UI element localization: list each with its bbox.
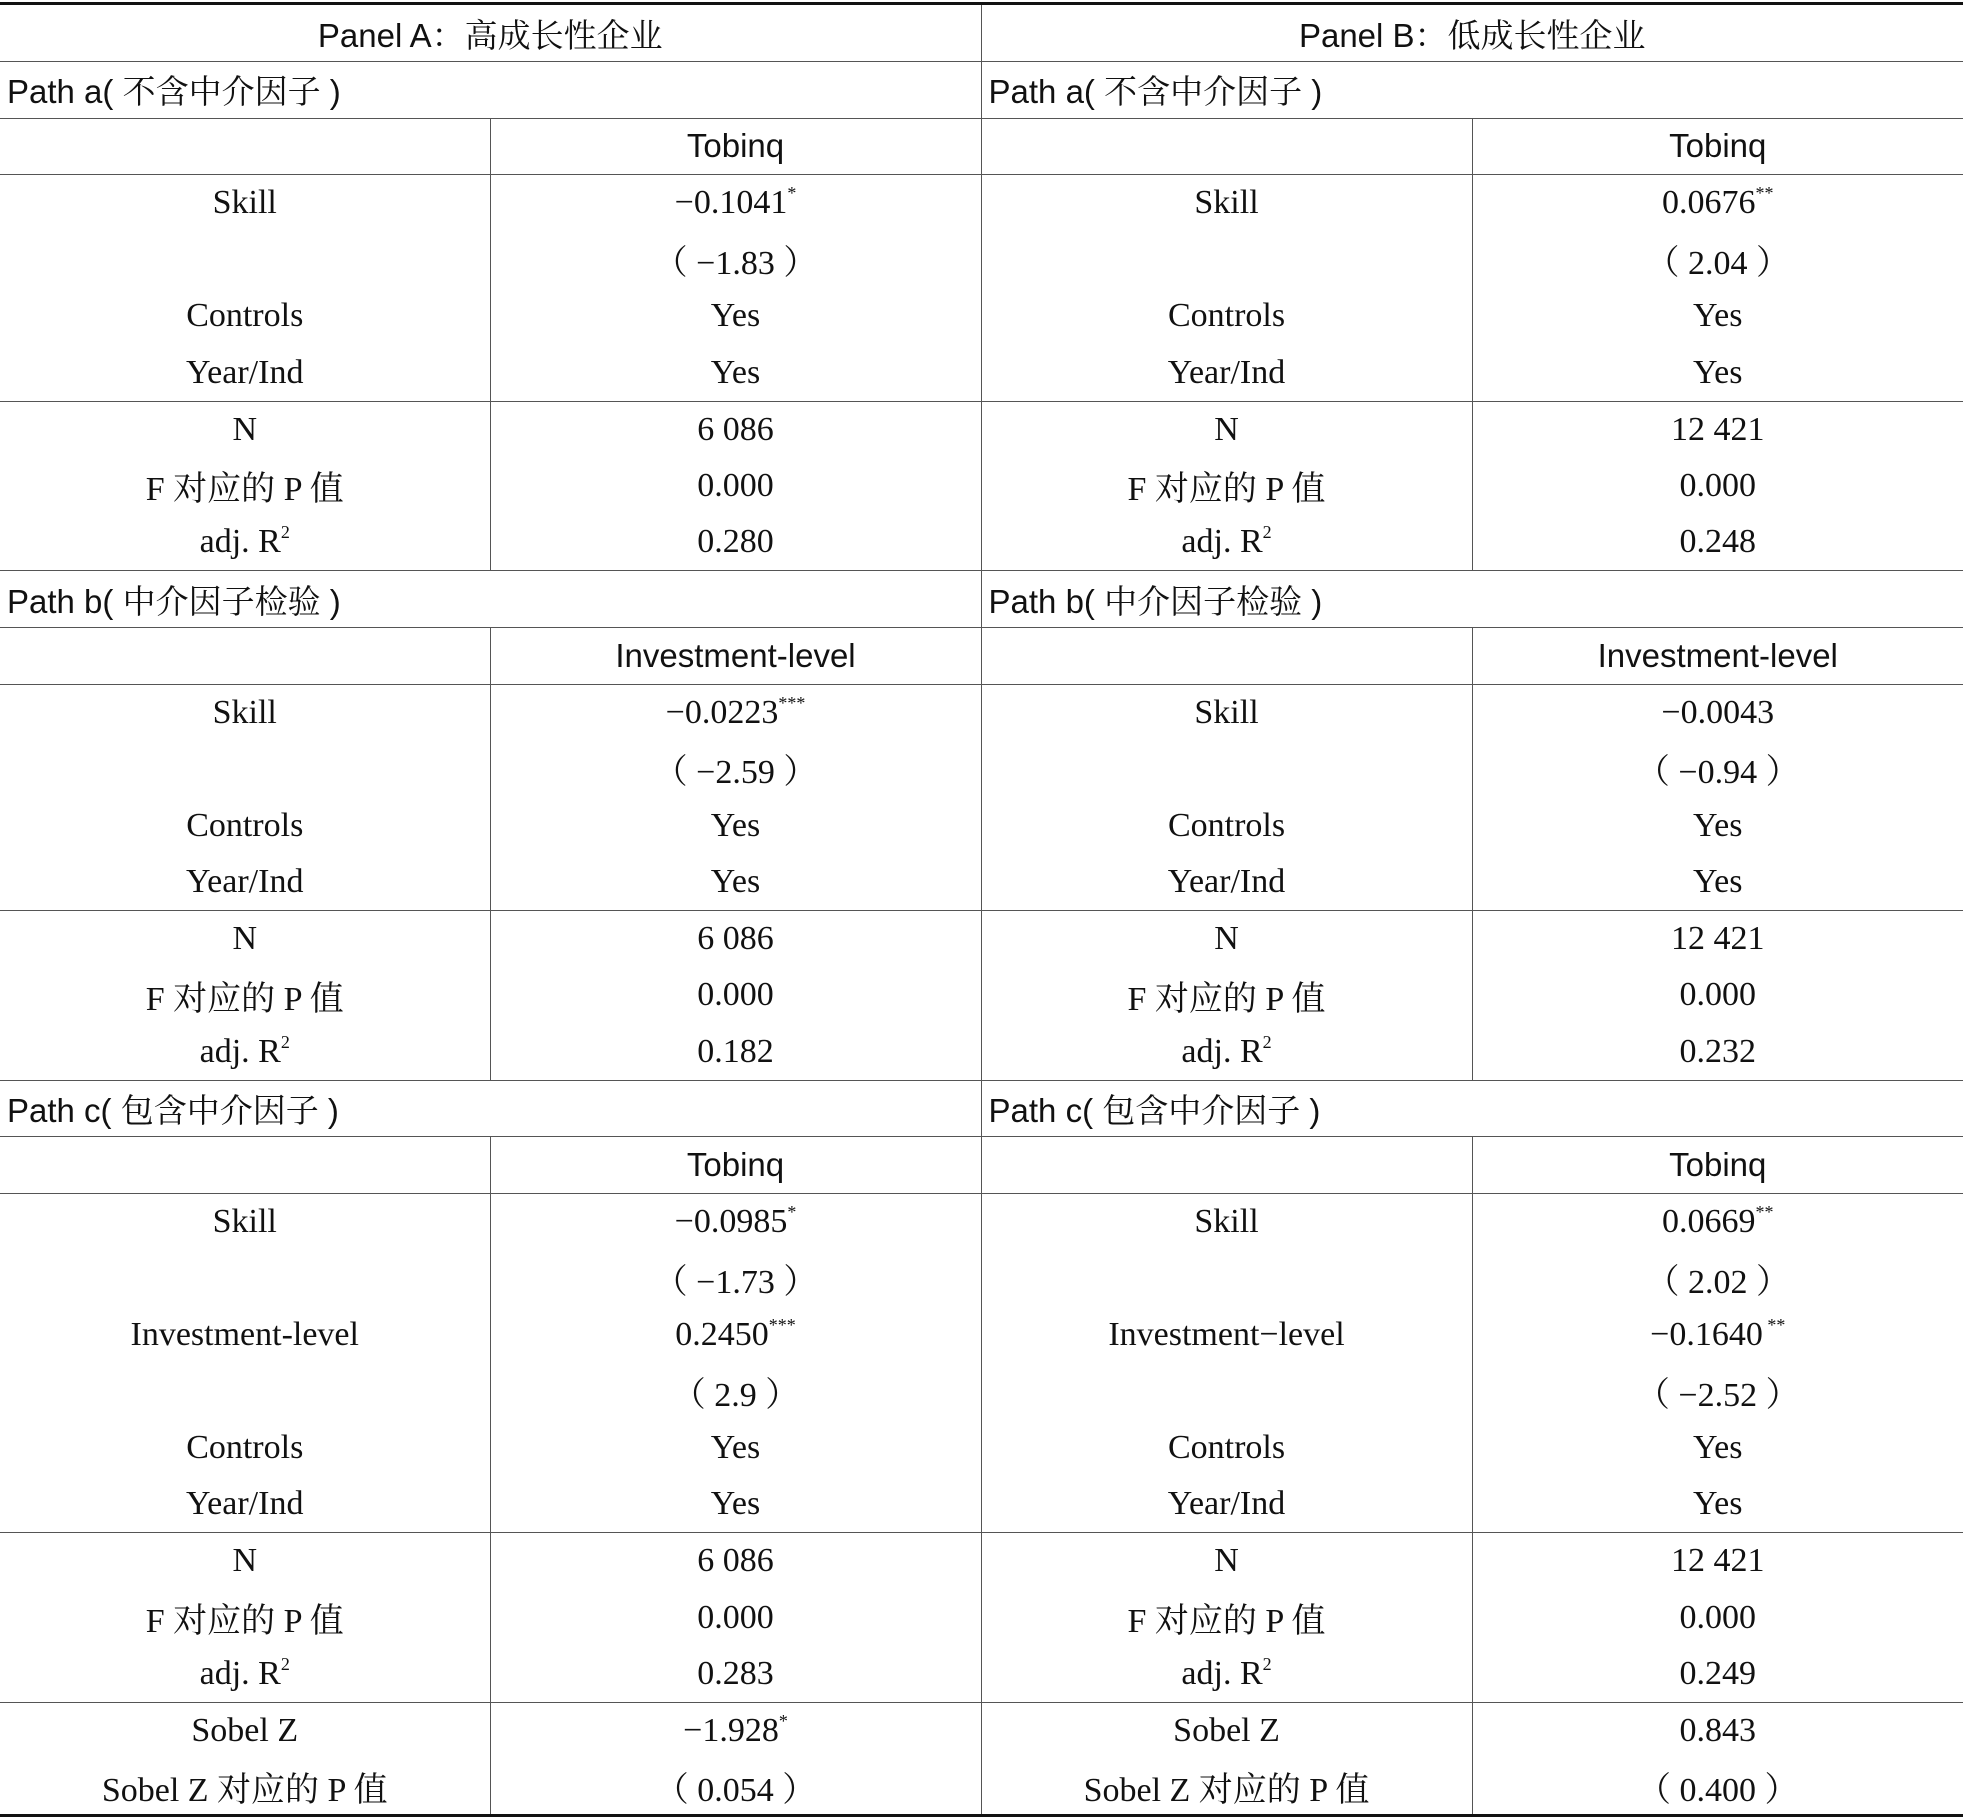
path-c-row <box>0 1080 1963 1137</box>
panel-a-path-c-adj-r2: 0.283 <box>490 1646 981 1703</box>
panel-a-path-b-controls: Yes <box>490 797 981 854</box>
row-label-sobel-z: Sobel Z <box>0 1703 490 1760</box>
panel-a-path-a-f-p: 0.000 <box>490 458 981 515</box>
row-label-n: N <box>0 401 490 458</box>
panel-a-path-a-n: 6 086 <box>490 401 981 458</box>
row-label-year-ind: Year/Ind <box>981 344 1472 401</box>
panel-b-path-b-adj-r2: 0.232 <box>1679 1032 1757 1070</box>
empty-cell <box>0 1363 490 1420</box>
empty-cell <box>981 118 1472 175</box>
table-row <box>0 401 1963 458</box>
table-row <box>0 1476 1963 1533</box>
table-row <box>0 967 1963 1024</box>
panel-b-path-c-f-p: 0.000 <box>1679 1598 1757 1636</box>
panel-a-title: Panel A：高成长性企业 <box>0 4 981 62</box>
row-label-f-p: F 对应的 P 值 <box>981 458 1472 515</box>
panel-a-path-b-skill: −0.0223*** <box>490 684 981 741</box>
panel-b-path-b-skill: −0.0043 <box>1661 693 1775 731</box>
table-row <box>0 1533 1963 1590</box>
row-label-f-p: F 对应的 P 值 <box>0 458 490 515</box>
panel-a-path-c-skill: −0.0985* <box>490 1193 981 1250</box>
row-label-n: N <box>981 401 1472 458</box>
panel-b-path-a-skill-t: （ 2.04 ） <box>1645 245 1791 283</box>
panel-b-sobel-z: 0.843 <box>1472 1703 1963 1760</box>
panel-a-path-a-skill-t: （ −1.83 ） <box>490 231 981 288</box>
table-row <box>0 231 1963 288</box>
panel-a-path-b-year-ind: Yes <box>490 854 981 911</box>
panel-b-path-b-controls: Yes <box>1693 806 1743 844</box>
table-row <box>0 1590 1963 1647</box>
panel-b-path-b-heading: Path b( 中介因子检验 ) <box>981 571 1963 628</box>
panel-a-path-c-investment-t: （ 2.9 ） <box>490 1363 981 1420</box>
table-row <box>0 1646 1963 1703</box>
row-label-skill: Skill <box>981 175 1472 232</box>
row-label-f-p: F 对应的 P 值 <box>981 967 1472 1024</box>
row-label-skill: Skill <box>981 1193 1472 1250</box>
panel-b-dv-label: Investment-level <box>1472 627 1963 684</box>
table-row <box>0 684 1963 741</box>
panel-b-path-c-controls: Yes <box>1693 1429 1743 1467</box>
panel-a-path-a-heading: Path a( 不含中介因子 ) <box>0 62 981 119</box>
panel-b-path-a-year-ind: Yes <box>1693 353 1743 391</box>
panel-b-path-b-skill-t: （ −0.94 ） <box>1635 754 1800 792</box>
row-label-controls: Controls <box>0 797 490 854</box>
row-label-f-p: F 对应的 P 值 <box>0 1590 490 1647</box>
table-row <box>0 1363 1963 1420</box>
empty-cell <box>981 1137 1472 1194</box>
table-row <box>0 797 1963 854</box>
panel-a-path-c-controls: Yes <box>490 1420 981 1477</box>
row-label-sobel-z: Sobel Z <box>981 1703 1472 1760</box>
panel-a-path-c-f-p: 0.000 <box>490 1590 981 1647</box>
row-label-skill: Skill <box>0 684 490 741</box>
table-row <box>0 741 1963 798</box>
table-row <box>0 854 1963 911</box>
panel-a-dv-label: Tobinq <box>490 118 981 175</box>
panel-b-path-c-year-ind: Yes <box>1693 1485 1743 1523</box>
panel-b-sobel-p: （ 0.400 ） <box>1472 1759 1963 1816</box>
row-label-year-ind: Year/Ind <box>981 1476 1472 1533</box>
panel-b-path-a-controls: Yes <box>1693 297 1743 335</box>
panel-b-path-b-f-p: 0.000 <box>1679 976 1757 1014</box>
panel-a-path-b-heading: Path b( 中介因子检验 ) <box>0 571 981 628</box>
table-row <box>0 1759 1963 1816</box>
panel-b-path-b-year-ind: Yes <box>1693 862 1743 900</box>
row-label-controls: Controls <box>0 288 490 345</box>
panel-b-path-a-heading: Path a( 不含中介因子 ) <box>981 62 1963 119</box>
panel-b-path-c-adj-r2: 0.249 <box>1679 1655 1757 1693</box>
empty-cell <box>0 741 490 798</box>
panel-a-dv-label: Investment-level <box>490 627 981 684</box>
table-row <box>0 288 1963 345</box>
panel-a-path-c-n: 6 086 <box>490 1533 981 1590</box>
row-label-n: N <box>0 910 490 967</box>
table-row <box>0 175 1963 232</box>
path-a-row <box>0 62 1963 119</box>
panel-b-path-c-investment-t: （ −2.52 ） <box>1635 1376 1800 1414</box>
row-label-sobel-p: Sobel Z 对应的 P 值 <box>981 1759 1472 1816</box>
panel-b-path-a-f-p: 0.000 <box>1679 466 1757 504</box>
panel-a-path-a-skill: −0.1041* <box>490 175 981 232</box>
empty-cell <box>0 627 490 684</box>
panel-b-path-c-skill: 0.0669** <box>1662 1201 1774 1240</box>
panel-b-dv-label: Tobinq <box>1472 1137 1963 1194</box>
path-b-row <box>0 571 1963 628</box>
row-label-controls: Controls <box>0 1420 490 1477</box>
row-label-adj-r2: adj. $R^2$ <box>0 1646 490 1703</box>
table-row <box>0 514 1963 571</box>
panel-b-path-a-adj-r2: 0.248 <box>1679 523 1757 561</box>
panel-a-path-c-investment: 0.2450*** <box>490 1307 981 1364</box>
panel-a-path-c-skill-t: （ −1.73 ） <box>490 1250 981 1307</box>
row-label-controls: Controls <box>981 797 1472 854</box>
panel-a-dv-label: Tobinq <box>490 1137 981 1194</box>
row-label-year-ind: Year/Ind <box>0 344 490 401</box>
panel-a-path-b-adj-r2: 0.182 <box>490 1024 981 1081</box>
table-row <box>0 1703 1963 1760</box>
panel-b-path-a-n: 12 421 <box>1472 401 1963 458</box>
panel-a-path-b-skill-t: （ −2.59 ） <box>490 741 981 798</box>
panel-b-path-a-skill: 0.0676** <box>1662 183 1774 222</box>
path-c-dv-row <box>0 1137 1963 1194</box>
row-label-adj-r2: adj. $R^2$ <box>0 514 490 571</box>
table-row <box>0 1024 1963 1081</box>
mediation-results-table <box>0 2 1963 1817</box>
table-row <box>0 1307 1963 1364</box>
row-label-adj-r2: adj. $R^2$ <box>981 1024 1472 1081</box>
panel-header-row <box>0 4 1963 62</box>
row-label-n: N <box>0 1533 490 1590</box>
row-label-adj-r2: adj. $R^2$ <box>0 1024 490 1081</box>
empty-cell <box>0 1250 490 1307</box>
empty-cell <box>981 231 1472 288</box>
row-label-investment: Investment-level <box>0 1307 490 1364</box>
row-label-year-ind: Year/Ind <box>0 1476 490 1533</box>
row-label-n: N <box>981 1533 1472 1590</box>
empty-cell <box>0 231 490 288</box>
row-label-f-p: F 对应的 P 值 <box>981 1590 1472 1647</box>
empty-cell <box>0 1137 490 1194</box>
row-label-adj-r2: adj. $R^2$ <box>981 514 1472 571</box>
path-b-dv-row <box>0 627 1963 684</box>
panel-a-path-a-year-ind: Yes <box>490 344 981 401</box>
path-a-dv-row <box>0 118 1963 175</box>
panel-a-path-b-f-p: 0.000 <box>490 967 981 1024</box>
panel-a-path-c-year-ind: Yes <box>490 1476 981 1533</box>
panel-b-dv-label: Tobinq <box>1472 118 1963 175</box>
row-label-year-ind: Year/Ind <box>0 854 490 911</box>
table-row <box>0 458 1963 515</box>
empty-cell <box>981 1363 1472 1420</box>
panel-b-path-c-heading: Path c( 包含中介因子 ) <box>981 1080 1963 1137</box>
panel-b-path-c-skill-t: （ 2.02 ） <box>1645 1263 1791 1301</box>
row-label-skill: Skill <box>981 684 1472 741</box>
table-row <box>0 1193 1963 1250</box>
panel-a-sobel-p: （ 0.054 ） <box>490 1759 981 1816</box>
empty-cell <box>0 118 490 175</box>
table-row <box>0 344 1963 401</box>
table-row <box>0 1250 1963 1307</box>
panel-a-path-c-heading: Path c( 包含中介因子 ) <box>0 1080 981 1137</box>
panel-a-sobel-z: −1.928* <box>490 1703 981 1760</box>
table-row <box>0 910 1963 967</box>
panel-a-path-a-adj-r2: 0.280 <box>490 514 981 571</box>
row-label-n: N <box>981 910 1472 967</box>
panel-a-path-a-controls: Yes <box>490 288 981 345</box>
row-label-controls: Controls <box>981 288 1472 345</box>
row-label-year-ind: Year/Ind <box>981 854 1472 911</box>
row-label-skill: Skill <box>0 1193 490 1250</box>
panel-b-path-b-n: 12 421 <box>1472 910 1963 967</box>
row-label-sobel-p: Sobel Z 对应的 P 值 <box>0 1759 490 1816</box>
table-row <box>0 1420 1963 1477</box>
panel-b-title: Panel B：低成长性企业 <box>981 4 1963 62</box>
row-label-controls: Controls <box>981 1420 1472 1477</box>
empty-cell <box>981 627 1472 684</box>
empty-cell <box>981 741 1472 798</box>
empty-cell <box>981 1250 1472 1307</box>
row-label-skill: Skill <box>0 175 490 232</box>
panel-a-path-b-n: 6 086 <box>490 910 981 967</box>
panel-b-path-c-investment: −0.1640 ** <box>1650 1314 1786 1353</box>
row-label-f-p: F 对应的 P 值 <box>0 967 490 1024</box>
row-label-adj-r2: adj. $R^2$ <box>981 1646 1472 1703</box>
row-label-investment: Investment−level <box>981 1307 1472 1364</box>
panel-b-path-c-n: 12 421 <box>1472 1533 1963 1590</box>
